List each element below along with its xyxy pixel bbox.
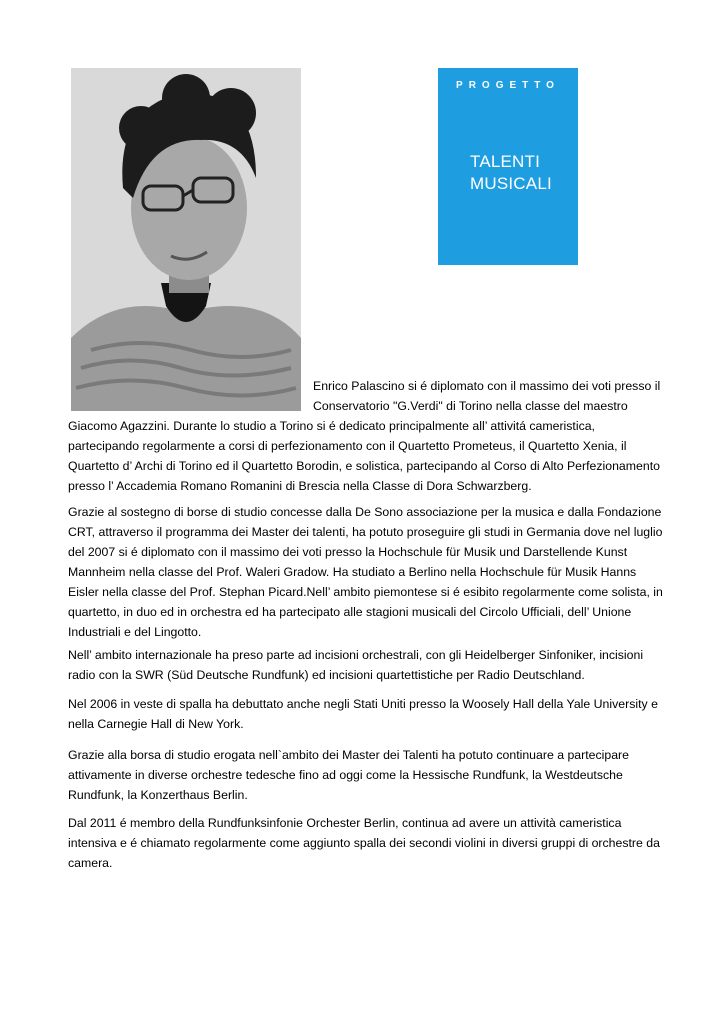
bio-paragraph-1-intro: Enrico Palascino si é diplomato con il massimo dei voti presso il Conservatorio "G.Verdi" di Torino nella classe del maestro xyxy=(313,379,661,413)
bio-paragraph-6: Dal 2011 é membro della Rundfunksinfonie Orchester Berlin, continua ad avere un attività cameristica intensiva e é chiamato regolarmente come aggiunto spalla dei secondi violini in diversi gruppi di orchestre da camera. xyxy=(68,816,660,870)
logo-kicker: PROGETTO xyxy=(456,80,560,91)
logo-line1: TALENTI xyxy=(470,152,541,171)
logo-line2: MUSICALI xyxy=(470,174,552,193)
talenti-musicali-logo xyxy=(438,68,578,265)
bio-paragraph-5: Grazie alla borsa di studio erogata nell`ambito dei Master dei Talenti ha potuto continuare a partecipare attivamente in diverse orchestre tedesche fino ad oggi come la Hessische Rundfunk, la Westdeutsche Rundfunk, la Konzerthaus Berlin. xyxy=(68,748,629,802)
bio-paragraph-3: Nell’ ambito internazionale ha preso parte ad incisioni orchestrali, con gli Heidelberger Sinfoniker, incisioni radio con la SWR (Süd Deutsche Rundfunk) ed incisioni quartettistiche per Radio Deutschland. xyxy=(68,648,644,682)
bio-paragraph-2: Grazie al sostegno di borse di studio concesse dalla De Sono associazione per la musica e dalla Fondazione CRT, attraverso il programma dei Master dei talenti, ha potuto proseguire gli studi in Germania dove nel luglio del 2007 si é diplomato con il massimo dei voti presso la Hochschule für Musik und Darstellende Kunst Mannheim nella classe del Prof. Waleri Gradow. Ha studiato a Berlino nella Hochschule für Musik Hanns Eisler nella classe del Prof. Stephan Picard.Nell’ ambito piemontese si é esibito regolarmente come solista, in quartetto, in duo ed in orchestra ed ha partecipato alle stagioni musicali del Circolo Ufficiali, dell’ Unione Industriali e del Lingotto. xyxy=(68,505,663,639)
bio-paragraph-4: Nel 2006 in veste di spalla ha debuttato anche negli Stati Uniti presso la Woosely Hall della Yale University e nella Carnegie Hall di New York. xyxy=(68,697,658,731)
bio-paragraph-1-continued: Giacomo Agazzini. Durante lo studio a Torino si é dedicato principalmente all’ attivitá cameristica, partecipando regolarmente a corsi di perfezionamento con il Quartetto Prometeus, il Quartetto Xenia, il Quartetto d’ Archi di Torino ed il Quartetto Borodin, e solistica, partecipando al Corso di Alto Perfezionamento presso l’ Accademia Romano Romanini di Brescia nella Classe di Dora Schwarzberg. xyxy=(68,419,660,493)
portrait-photo xyxy=(71,68,301,411)
